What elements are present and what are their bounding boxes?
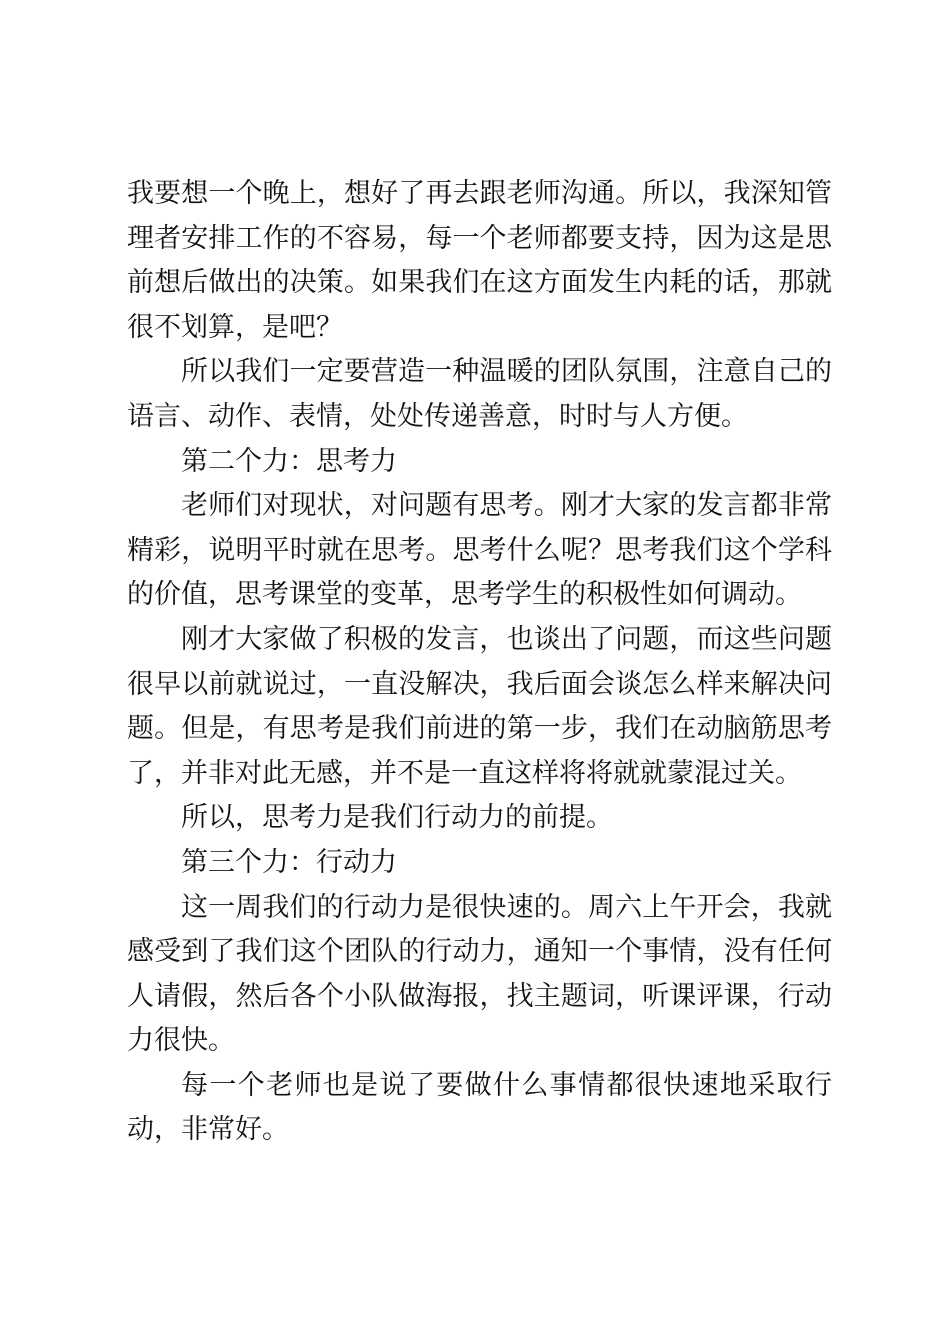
paragraph-9: 每一个老师也是说了要做什么事情都很快速地采取行动，非常好。 [127, 1069, 832, 1146]
paragraph-1: 我要想一个晚上，想好了再去跟老师沟通。所以，我深知管理者安排工作的不容易，每一个老师都要支持，因为这是思前想后做出的决策。如果我们在这方面发生内耗的话，那就很不划算，是吧？ [127, 178, 832, 343]
section-heading-action: 第三个力：行动力 [181, 846, 397, 878]
document-body [127, 172, 832, 1153]
paragraph-2: 所以我们一定要营造一种温暖的团队氛围，注意自己的语言、动作、表情，处处传递善意，时时与人方便。 [127, 356, 832, 432]
section-heading-thinking: 第二个力：思考力 [181, 445, 397, 477]
paragraph-5: 刚才大家做了积极的发言，也谈出了问题，而这些问题很早以前就说过，一直没解决，我后面会谈怎么样来解决问题。但是，有思考是我们前进的第一步，我们在动脑筋思考了，并非对此无感，并不是一直这样将将就就蒙混过关。 [127, 623, 832, 789]
paragraph-4: 老师们对现状，对问题有思考。刚才大家的发言都非常精彩，说明平时就在思考。思考什么呢？思考我们这个学科的价值，思考课堂的变革，思考学生的积极性如何调动。 [127, 490, 832, 611]
paragraph-6: 所以，思考力是我们行动力的前提。 [181, 802, 613, 834]
paragraph-8: 这一周我们的行动力是很快速的。周六上午开会，我就感受到了我们这个团队的行动力，通知一个事情，没有任何人请假，然后各个小队做海报，找主题词，听课评课，行动力很快。 [127, 891, 832, 1057]
